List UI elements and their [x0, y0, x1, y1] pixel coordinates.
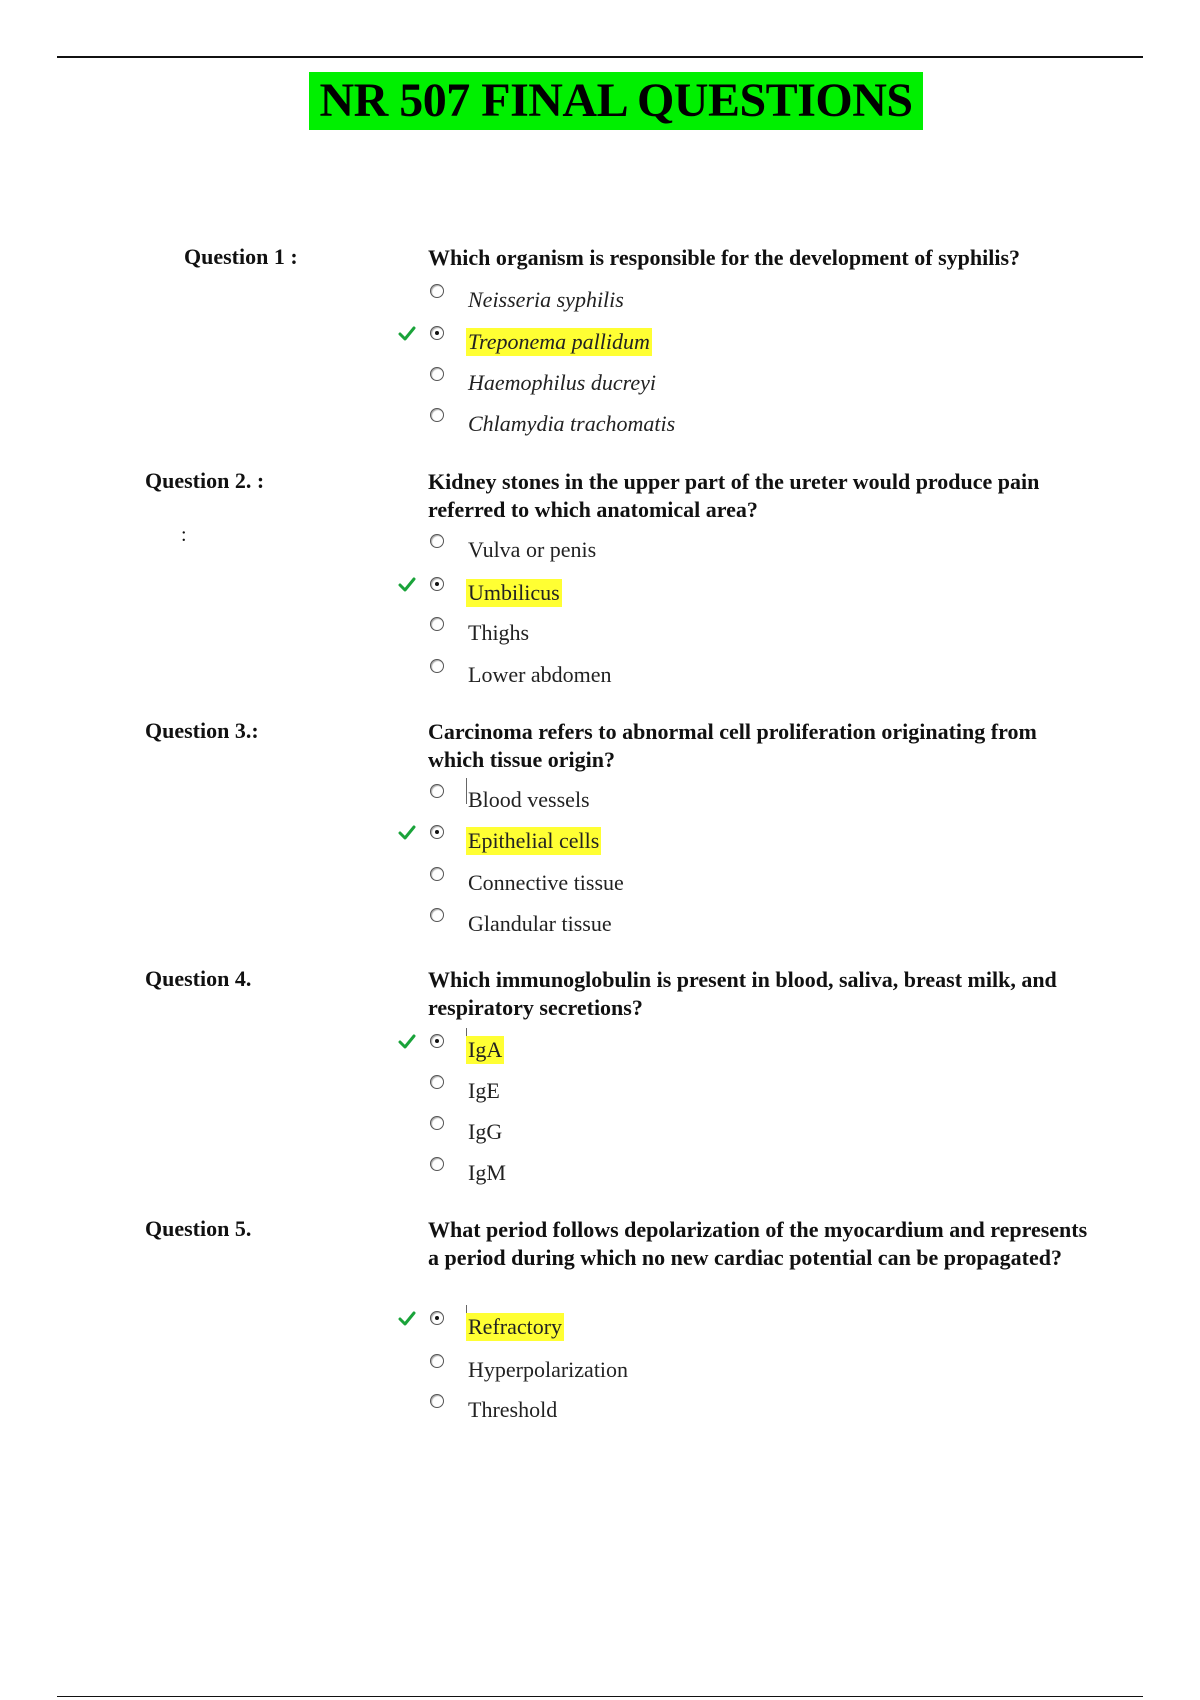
question-label: Question 4. — [145, 966, 252, 991]
option-label: IgM — [468, 1160, 506, 1185]
radio-icon[interactable] — [430, 534, 444, 548]
radio-icon[interactable] — [430, 867, 444, 881]
option[interactable] — [428, 782, 1128, 822]
page-title: NR 507 FINAL QUESTIONS — [309, 72, 923, 130]
radio-icon[interactable] — [430, 1075, 444, 1089]
radio-icon[interactable] — [430, 1311, 444, 1325]
question-label: Question 1 : — [184, 244, 298, 269]
radio-icon[interactable] — [430, 908, 444, 922]
option-label: Umbilicus — [468, 580, 560, 605]
option-label: Thighs — [468, 620, 530, 645]
question-label: Question 2. : — [145, 468, 265, 493]
radio-icon[interactable] — [430, 1354, 444, 1368]
option[interactable] — [428, 1392, 1128, 1432]
option-label: Connective tissue — [468, 870, 624, 895]
radio-icon[interactable] — [430, 825, 444, 839]
radio-icon[interactable] — [430, 1116, 444, 1130]
option-label: Threshold — [468, 1397, 558, 1422]
check-icon — [398, 324, 416, 342]
question-text: Kidney stones in the upper part of the ureter would produce pain referred to which anatomical area? — [428, 469, 1040, 522]
option[interactable] — [428, 906, 1128, 946]
question-text: What period follows depolarization of the myocardium and represents a period during which no new cardiac potential can be propagated? — [428, 1217, 1088, 1270]
option[interactable] — [428, 1155, 1128, 1195]
option-correct[interactable] — [428, 1032, 1128, 1072]
radio-icon[interactable] — [430, 577, 444, 591]
option-correct[interactable] — [428, 1309, 1128, 1349]
option[interactable] — [428, 1114, 1128, 1154]
radio-icon[interactable] — [430, 1394, 444, 1408]
option[interactable] — [428, 406, 1128, 446]
question-label: Question 5. — [145, 1216, 252, 1241]
check-icon — [398, 1309, 416, 1327]
radio-icon[interactable] — [430, 367, 444, 381]
option-correct[interactable] — [428, 823, 1128, 863]
option[interactable] — [428, 532, 1128, 572]
check-icon — [398, 1032, 416, 1050]
option-label: Neisseria syphilis — [468, 287, 624, 312]
option[interactable] — [428, 282, 1128, 322]
radio-icon[interactable] — [430, 659, 444, 673]
option[interactable] — [428, 1073, 1128, 1113]
check-icon — [398, 823, 416, 841]
radio-icon[interactable] — [430, 784, 444, 798]
option-label: Lower abdomen — [468, 662, 612, 687]
option[interactable] — [428, 657, 1128, 697]
stray-mark: : — [181, 524, 187, 546]
option-label: Chlamydia trachomatis — [468, 411, 676, 436]
option-label: Vulva or penis — [468, 537, 597, 562]
option-label: Refractory — [468, 1314, 563, 1339]
option-label: IgG — [468, 1119, 503, 1144]
question-text: Which immunoglobulin is present in blood, saliva, breast milk, and respiratory secretions? — [428, 967, 1057, 1020]
option-label: Treponema pallidum — [468, 329, 650, 354]
question-text: Carcinoma refers to abnormal cell proliferation originating from which tissue origin? — [428, 719, 1037, 772]
text-cursor — [466, 778, 467, 804]
option-correct[interactable] — [428, 575, 1128, 615]
radio-icon[interactable] — [430, 284, 444, 298]
option-label: IgE — [468, 1078, 500, 1103]
top-rule — [57, 56, 1143, 58]
bottom-rule — [57, 1696, 1143, 1697]
option-label: Blood vessels — [468, 787, 590, 812]
question-label: Question 3.: — [145, 718, 259, 743]
question-text: Which organism is responsible for the development of syphilis? — [428, 245, 1021, 270]
option[interactable] — [428, 615, 1128, 655]
radio-icon[interactable] — [430, 1157, 444, 1171]
radio-icon[interactable] — [430, 1034, 444, 1048]
option-label: Glandular tissue — [468, 911, 612, 936]
option-label: Epithelial cells — [468, 828, 600, 853]
radio-icon[interactable] — [430, 617, 444, 631]
option-label: Haemophilus ducreyi — [468, 370, 656, 395]
option-label: IgA — [468, 1037, 503, 1062]
option-correct[interactable] — [428, 324, 1128, 364]
check-icon — [398, 575, 416, 593]
radio-icon[interactable] — [430, 326, 444, 340]
option[interactable] — [428, 865, 1128, 905]
option-label: Hyperpolarization — [468, 1357, 629, 1382]
option[interactable] — [428, 365, 1128, 405]
option[interactable] — [428, 1352, 1128, 1392]
radio-icon[interactable] — [430, 408, 444, 422]
